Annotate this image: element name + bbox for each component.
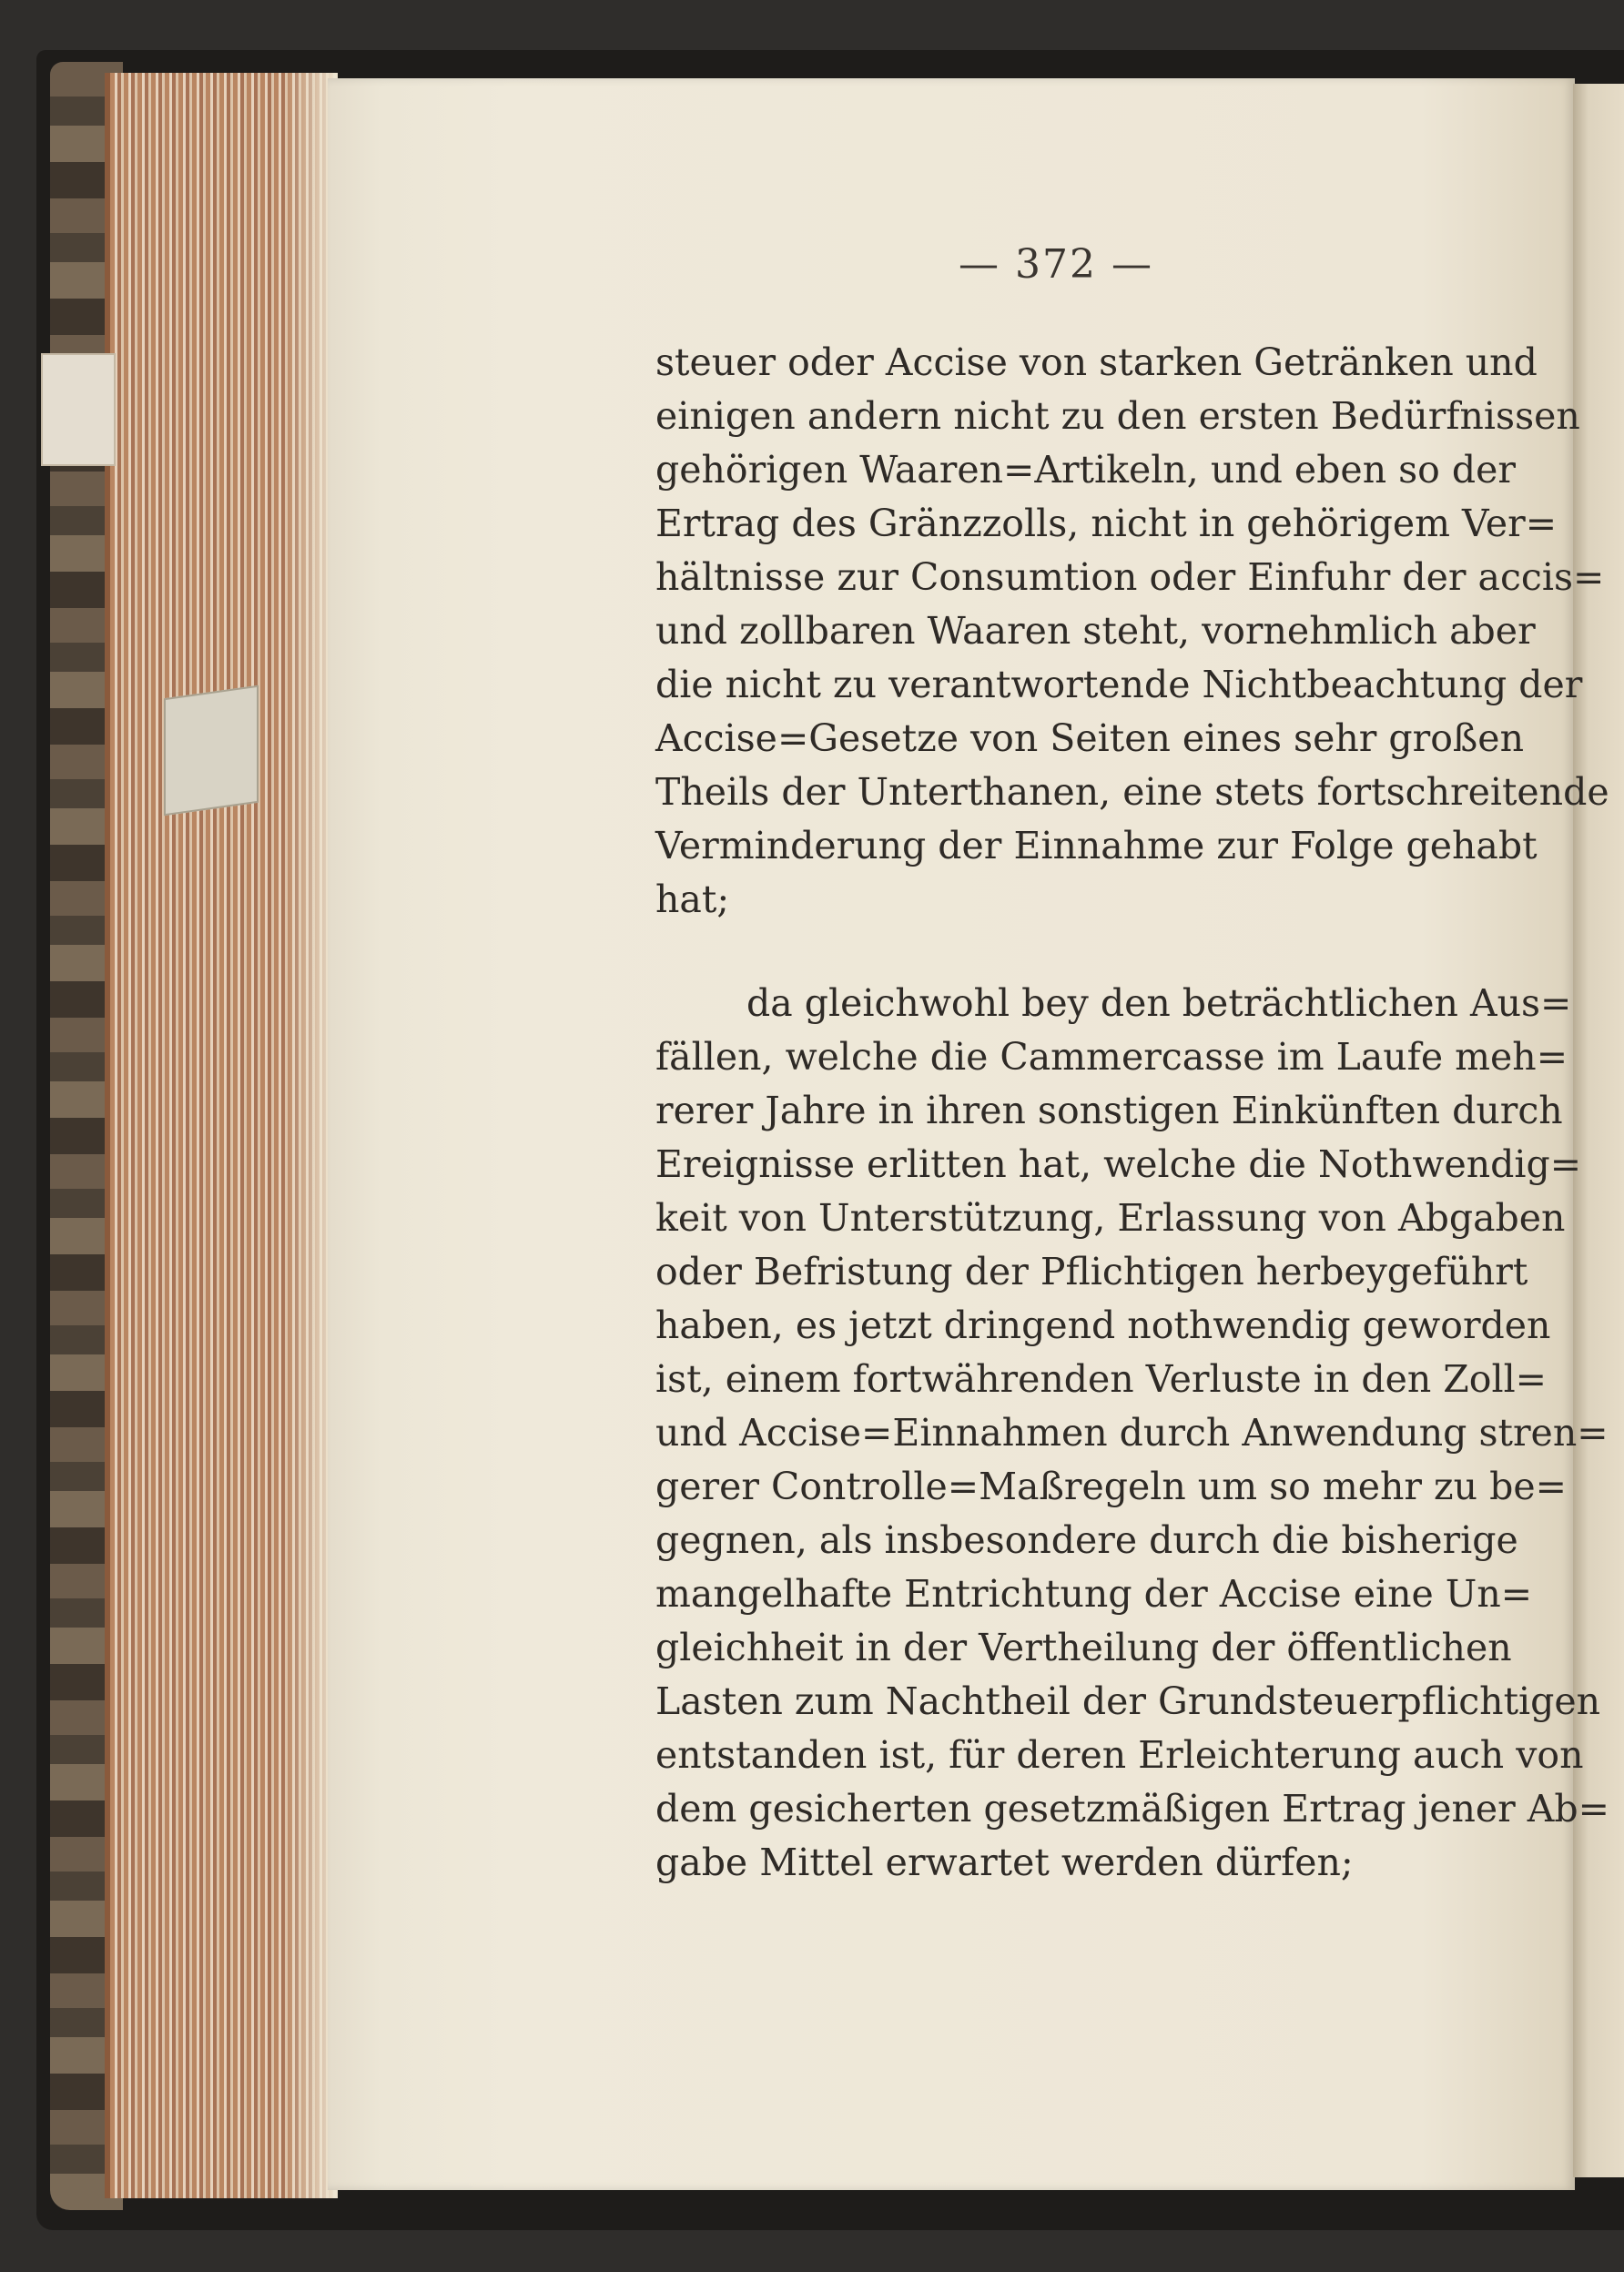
text-line: gleichheit in der Vertheilung der öffentlichen (655, 1626, 1512, 1669)
text-line: haben, es jetzt dringend nothwendig geworden (655, 1303, 1551, 1347)
text-line: und zollbaren Waaren steht, vornehmlich aber (655, 609, 1536, 653)
text-line: dem gesicherten gesetzmäßigen Ertrag jener Ab= (655, 1787, 1609, 1831)
text-line: gabe Mittel erwartet werden dürfen; (655, 1841, 1354, 1884)
text-line: hältnisse zur Consumtion oder Einfuhr der accis= (655, 555, 1605, 599)
text-line: Accise=Gesetze von Seiten eines sehr großen (655, 716, 1524, 760)
text-line: steuer oder Accise von starken Getränken und (655, 340, 1538, 384)
text-line: gehörigen Waaren=Artikeln, und eben so der (655, 448, 1517, 492)
text-line: entstanden ist, für deren Erleichterung auch von (655, 1733, 1584, 1777)
text-line: fällen, welche die Cammercasse im Laufe meh= (655, 1035, 1568, 1079)
text-line: mangelhafte Entrichtung der Accise eine Un= (655, 1572, 1533, 1616)
text-line: gerer Controlle=Maßregeln um so mehr zu be= (655, 1465, 1567, 1508)
text-line: hat; (655, 877, 730, 921)
text-line: die nicht zu verantwortende Nichtbeachtung der (655, 663, 1583, 706)
text-line: keit von Unterstützung, Erlassung von Abgaben (655, 1196, 1566, 1240)
text-line: da gleichwohl bey den beträchtlichen Aus= (746, 981, 1572, 1025)
text-line: Ereignisse erlitten hat, welche die Nothwendig= (655, 1142, 1582, 1186)
text-line: rerer Jahre in ihren sonstigen Einkünften durch (655, 1089, 1563, 1132)
text-line: Lasten zum Nachtheil der Grundsteuerpflichtigen (655, 1679, 1601, 1723)
text-line: gegnen, als insbesondere durch die bisherige (655, 1518, 1518, 1562)
text-line: einigen andern nicht zu den ersten Bedürfnissen (655, 394, 1580, 438)
text-line: Theils der Unterthanen, eine stets fortschreitende (655, 770, 1609, 814)
text-line: ist, einem fortwährenden Verluste in den Zoll= (655, 1357, 1548, 1401)
text-line: oder Befristung der Pflichtigen herbeygeführt (655, 1250, 1528, 1293)
text-line: Verminderung der Einnahme zur Folge gehabt (655, 824, 1538, 867)
page-number: — 372 — (959, 241, 1153, 288)
text-line: Ertrag des Gränzzolls, nicht in gehörigem Ver= (655, 502, 1558, 545)
text-line: und Accise=Einnahmen durch Anwendung stren= (655, 1411, 1609, 1455)
